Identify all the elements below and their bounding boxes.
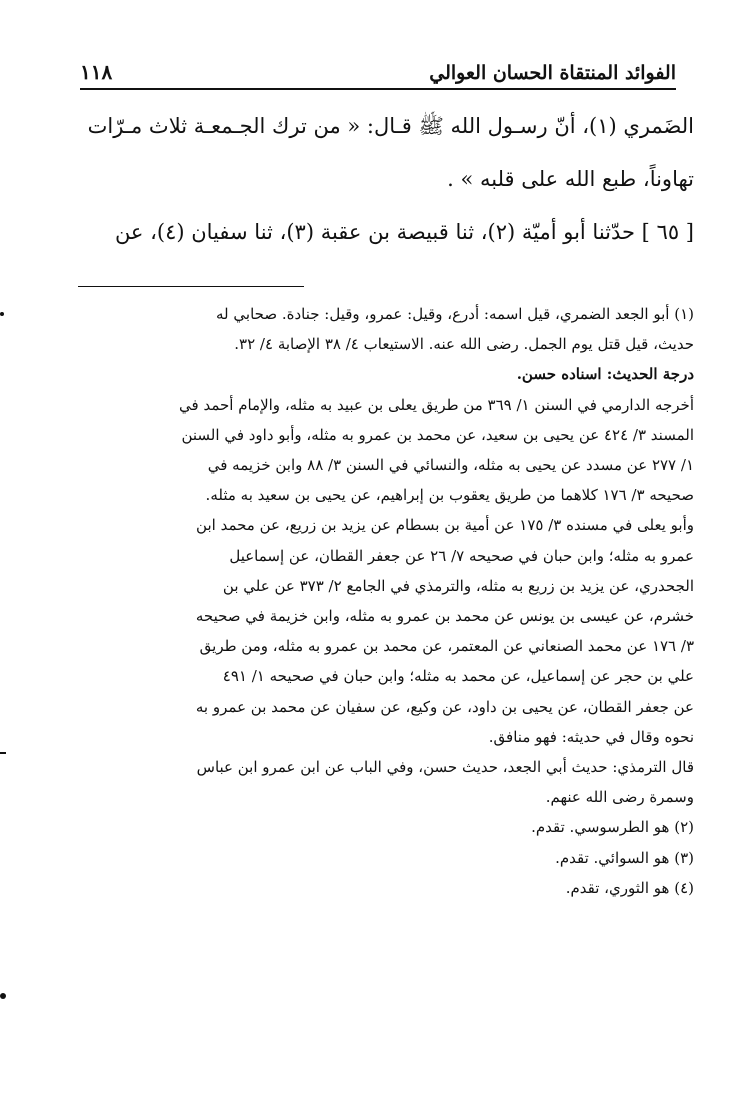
takhrij-line: علي بن حجر عن إسماعيل، عن محمد به مثله؛ وابن حبان في صحيحه ١/ ٤٩١: [222, 667, 694, 686]
main-text: [84, 100, 694, 259]
running-title: الفوائد المنتقاة الحسان العوالي: [429, 62, 676, 84]
main-text-line: الضَمري (١)، أنّ رسـول الله ﷺ قـال: « من ترك الجـمعـة ثلاث مـرّات: [87, 114, 694, 138]
hadith-grade: درجة الحديث: اسناده حسن.: [516, 365, 694, 384]
main-text-line: تهاوناً، طبع الله على قلبه » .: [447, 167, 694, 191]
takhrij-line: وأبو يعلى في مسنده ٣/ ١٧٥ عن أمية بن بسطام عن يزيد بن زريع، عن محمد ابن: [196, 516, 694, 535]
scan-mark: [0, 752, 6, 754]
takhrij-line: أخرجه الدارمي في السنن ١/ ٣٦٩ من طريق يعلى بن عبيد به مثله، والإمام أحمد في: [179, 395, 694, 414]
takhrij-line: قال الترمذي: حديث أبي الجعد، حديث حسن، وفي الباب عن ابن عمرو ابن عباس: [196, 758, 694, 777]
scan-mark: [0, 993, 6, 999]
takhrij-line: عن جعفر القطان، عن يحيى بن داود، عن وكيع، عن سفيان عن محمد بن عمرو به: [195, 697, 694, 716]
takhrij-line: ٣/ ١٧٦ عن محمد الصنعاني عن المعتمر، عن محمد بن عمرو به مثله، ومن طريق: [199, 637, 694, 656]
takhrij-line: صحيحه ٣/ ١٧٦ كلاهما من طريق يعقوب بن إبراهيم، عن يحيى بن سعيد به مثله.: [205, 486, 694, 505]
takhrij-line: الجحدري، عن يزيد بن زريع به مثله، والترمذي في الجامع ٢/ ٣٧٣ عن علي بن: [222, 576, 694, 595]
footnote-line: (٢) هو الطرسوسي. تقدم.: [531, 818, 694, 837]
takhrij-line: ١/ ٢٧٧ عن مسدد عن يحيى به مثله، والنسائي في السنن ٣/ ٨٨ وابن خزيمه في: [207, 456, 694, 475]
takhrij-line: نحوه وقال في حديثه: فهو منافق.: [488, 727, 694, 746]
footnote-line: (٣) هو السوائي. تقدم.: [555, 848, 694, 867]
main-text-line: [ ٦٥ ] حدّثنا أبو أميّة (٢)، ثنا قبيصة بن عقبة (٣)، ثنا سفيان (٤)، عن: [114, 220, 694, 244]
page-number: ١١٨: [80, 60, 113, 84]
takhrij-line: عمرو به مثله؛ وابن حبان في صحيحه ٧/ ٢٦ عن جعفر القطان، عن إسماعيل: [229, 546, 694, 565]
footnote-line: (٤) هو الثوري، تقدم.: [565, 878, 694, 897]
page-header: [80, 44, 676, 90]
takhrij-line: وسمرة رضى الله عنهم.: [545, 788, 694, 807]
takhrij-line: المسند ٣/ ٤٢٤ عن يحيى بن سعيد، عن محمد بن عمرو به مثله، وأبو داود في السنن: [181, 425, 694, 444]
footnote-line: (١) أبو الجعد الضمري، قيل اسمه: أدرع، وقيل: عمرو، وقيل: جنادة. صحابي له: [216, 305, 694, 323]
footnote-line: حديث، قيل قتل يوم الجمل. رضى الله عنه. الاستيعاب ٤/ ٣٨ الإصابة ٤/ ٣٢.: [234, 335, 694, 354]
footnote-separator: [78, 286, 304, 287]
footnotes: [84, 299, 694, 903]
scan-mark: [0, 312, 4, 316]
takhrij-line: خشرم، عن عيسى بن يونس عن محمد بن عمرو به مثله، وابن خزيمة في صحيحه: [195, 607, 694, 626]
